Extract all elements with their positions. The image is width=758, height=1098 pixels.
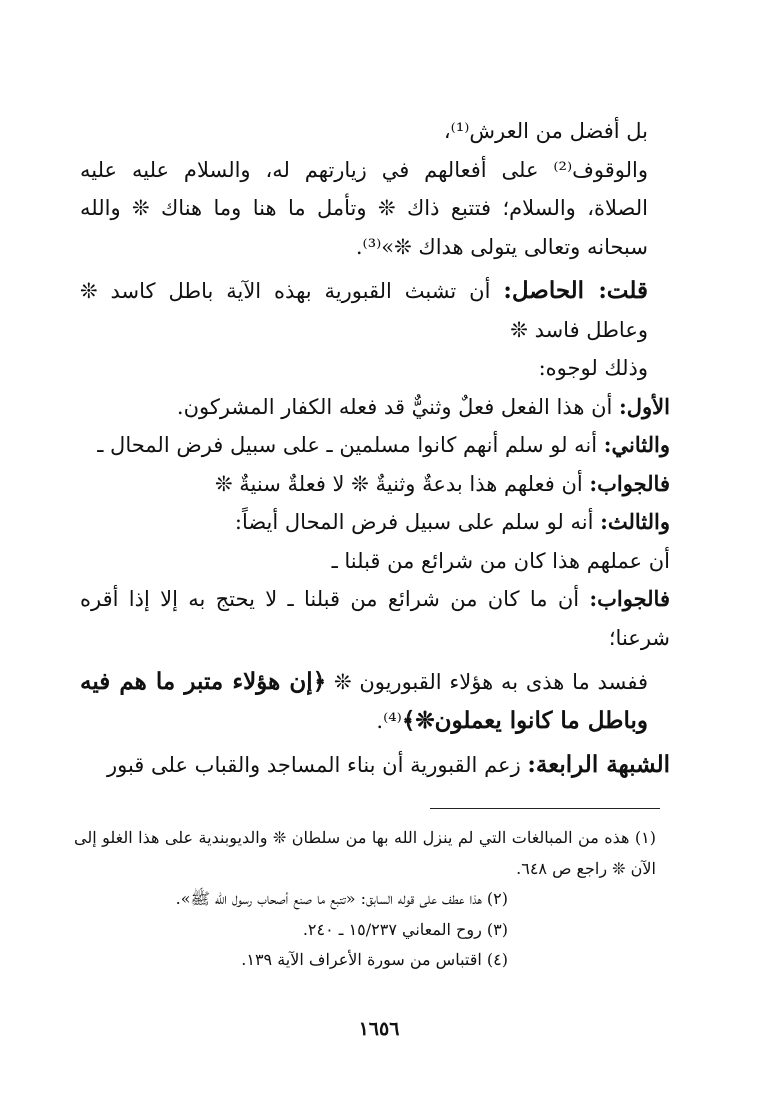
paragraph-10-label: فالجواب: <box>589 586 670 611</box>
paragraph-11-tail: ⁽⁴⁾. <box>376 708 402 733</box>
footnote-4: (٤) اقتباس من سورة الأعراف الآية ١٣٩. <box>241 950 508 969</box>
paragraph-8 <box>80 503 670 542</box>
paragraph-10 <box>80 580 670 657</box>
footnote-1: (١) هذه من المبالغات التي لم ينزل الله بها من سلطان ❊ والديوبندية على هذا الغلو إلى الآن ❊ راجع ص ٦٤٨. <box>74 828 656 878</box>
paragraph-10-text: أن ما كان من شرائع من قبلنا ـ لا يحتج به إلا إذا أقره شرعنا؛ <box>80 587 670 650</box>
quran-quote: ﴿إن هؤلاء متبر ما هم فيه وباطل ما كانوا يعملون❊﴾ <box>80 668 648 734</box>
paragraph-3-label: قلت: الحاصل: <box>503 277 648 304</box>
paragraph-8-text: أنه لو سلم على سبيل فرض المحال أيضاً: <box>234 510 601 534</box>
paragraph-3-text: أن تشبث القبورية بهذه الآية باطل كاسد ❊ وعاطل فاسد ❊ <box>80 279 648 342</box>
paragraph-7-label: فالجواب: <box>589 470 670 496</box>
footnotes <box>74 823 670 976</box>
paragraph-5-text: أن هذا الفعل فعلٌ وثنيٌّ قد فعله الكفار المشركون. <box>176 394 620 419</box>
footnote-2: (٢) هذا عطف على قوله السابق: «تتبع ما صنع أصحاب رسول الله ﷺ». <box>175 889 508 908</box>
paragraph-3 <box>80 272 670 349</box>
paragraph-11-text: ففسد ما هذى به هؤلاء القبوريون ❊ <box>326 670 648 694</box>
paragraph-8-label: والثالث: <box>600 509 670 534</box>
footnote-3: (٣) روح المعاني ١٥/٢٣٧ ـ ٢٤٠. <box>302 919 508 939</box>
paragraph-2: والوقوف⁽²⁾ على أفعالهم في زيارتهم له، والسلام عليه عليه الصلاة، والسلام؛ فتتبع ذاك ❊ وتأمل ما هنا وما هناك ❊ والله سبحانه وتعالى يتولى هداك ❊»⁽³⁾. <box>80 157 648 259</box>
paragraph-7-text: أن فعلهم هذا بدعةٌ وثنيةٌ ❊ لا فعلةٌ سنيةٌ ❊ <box>215 471 590 496</box>
paragraph-11 <box>80 663 670 740</box>
paragraph-4: وذلك لوجوه: <box>538 356 648 380</box>
paragraph-6 <box>80 426 670 465</box>
paragraph-12-label: الشبهة الرابعة: <box>527 751 670 778</box>
paragraph-5 <box>80 388 670 427</box>
paragraph-7 <box>80 465 670 504</box>
paragraph-9: أن عملهم هذا كان من شرائع من قبلنا ـ <box>331 548 670 573</box>
paragraph-12 <box>80 746 670 785</box>
page-number: ١٦٥٦ <box>358 1018 400 1040</box>
paragraph-6-text: أنه لو سلم أنهم كانوا مسلمين ـ على سبيل فرض المحال ـ <box>97 433 604 457</box>
paragraph-1: بل أفضل من العرش⁽¹⁾، <box>443 119 648 143</box>
paragraph-6-label: والثاني: <box>603 432 670 457</box>
paragraph-12-text: زعم القبورية أن بناء المساجد والقباب على قبور <box>106 753 528 777</box>
footnote-divider <box>430 808 660 809</box>
main-text <box>80 112 670 785</box>
paragraph-5-label: الأول: <box>619 393 670 419</box>
